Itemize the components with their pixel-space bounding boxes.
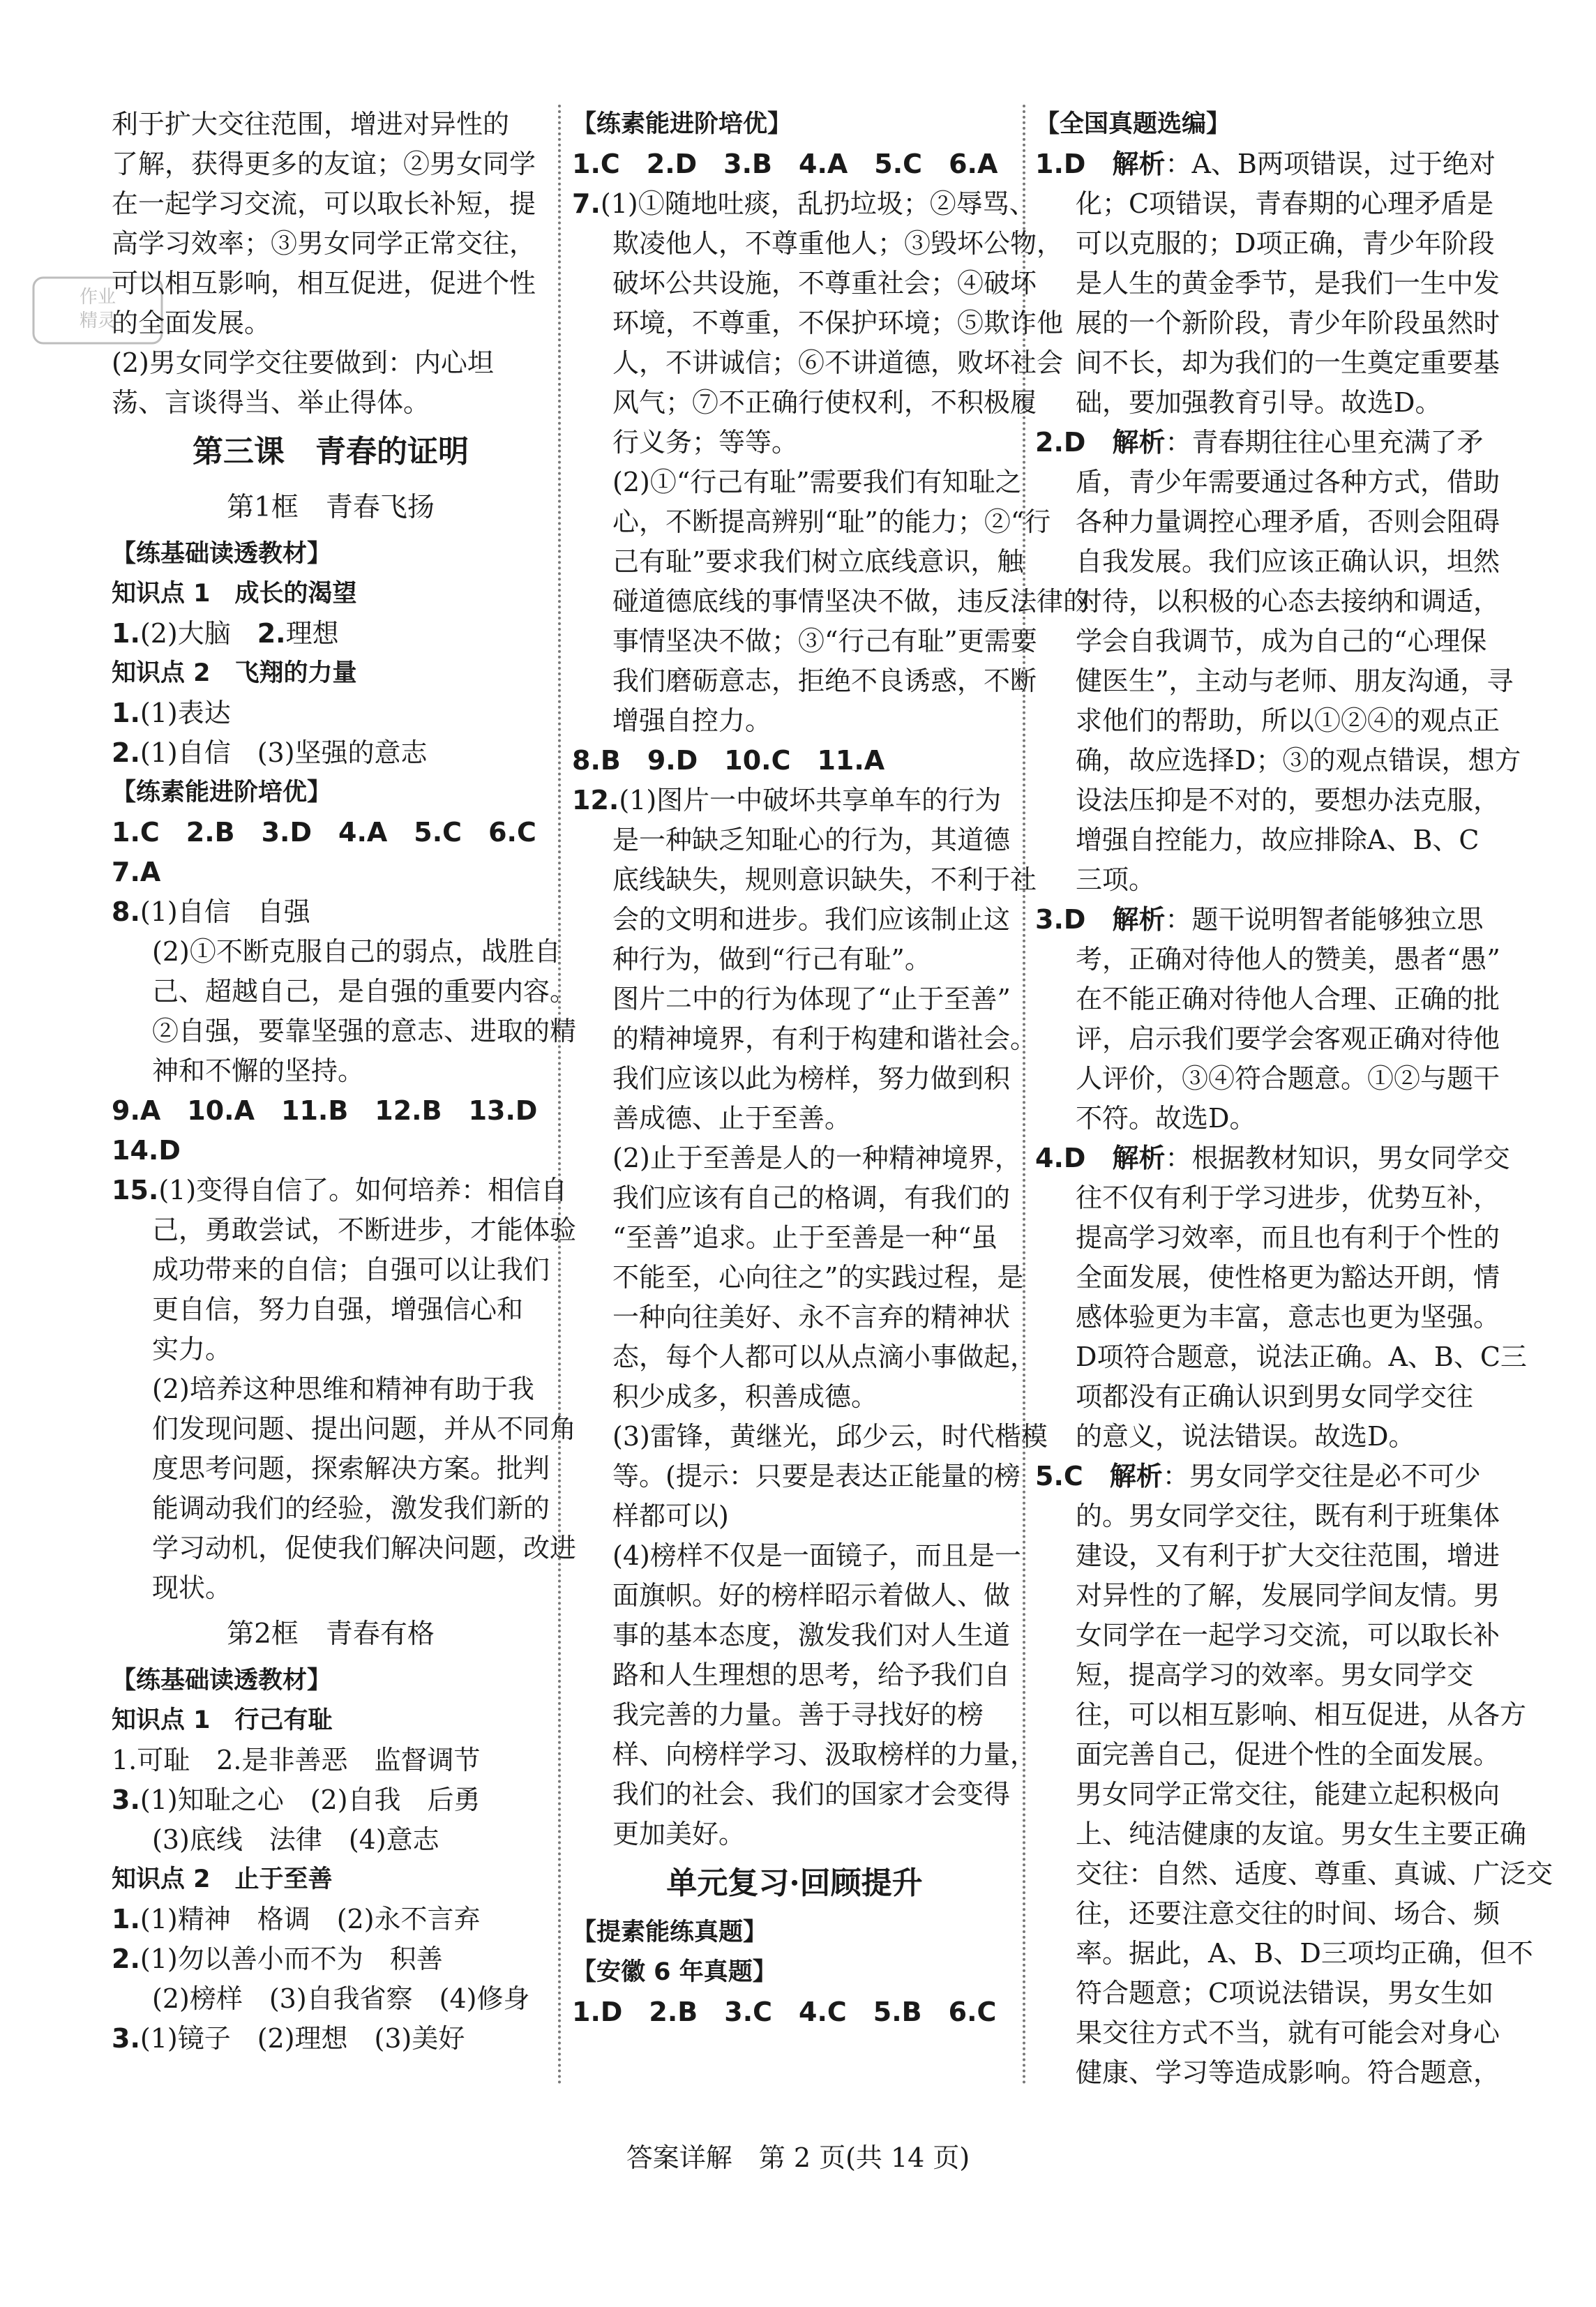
frame-title-1: 第1框 青春飞扬 xyxy=(227,492,435,523)
text-line: 化；C项错误，青春期的心理矛盾是 xyxy=(1076,188,1494,219)
text-line: (2)止于至善是人的一种精神境界， xyxy=(612,1143,1021,1173)
text-line: 心，不断提高辨别“耻”的能力；②“行 xyxy=(612,506,1051,537)
text-line: 建设，又有利于扩大交往范围，增进 xyxy=(1076,1540,1500,1571)
analysis-item: 2.D 解析：青春期往往心里充满了矛 xyxy=(1035,427,1484,458)
text-line: 往，还要注意交往的时间、场合、频 xyxy=(1076,1898,1500,1929)
answer-body xyxy=(112,932,577,1091)
choice-answers: 8.B 9.D 10.C 11.A xyxy=(572,745,885,776)
text-line: 的意义，说法错误。故选D。 xyxy=(1076,1421,1415,1452)
column-divider-left xyxy=(558,105,561,2086)
text-line: 事的基本态度，激发我们对人生道 xyxy=(612,1620,1011,1651)
text-line: 事情坚决不做；③“行己有耻”更需要 xyxy=(612,626,1037,656)
text-line: 的全面发展。 xyxy=(112,308,271,338)
text-line: 往不仅有利于学习进步，优势互补， xyxy=(1076,1182,1500,1213)
text-line: 是一种缺乏知耻心的行为，其道德 xyxy=(612,825,1011,855)
text-line: 率。据此，A、B、D三项均正确，但不 xyxy=(1076,1938,1533,1969)
answer-row: 3.(1)知耻之心 (2)自我 后勇 xyxy=(112,1784,481,1815)
text-line: 己，勇敢尝试，不断进步，才能体验 xyxy=(152,1215,577,1245)
text-line: 评，启示我们要学会客观正确对待他 xyxy=(1076,1023,1500,1054)
text-line: 健医生”，主动与老师、朋友沟通，寻 xyxy=(1076,666,1514,696)
text-line: 增强自控力。 xyxy=(612,705,772,736)
answer-row: 2.(1)自信 (3)坚强的意志 xyxy=(112,737,428,768)
text-line: (2)男女同学交往要做到：内心坦 xyxy=(112,347,494,378)
answer-row: 15.(1)变得自信了。如何培养：相信自 xyxy=(112,1175,568,1205)
text-line: 风气；⑦不正确行使权利，不积极履 xyxy=(612,387,1037,418)
text-line: 女同学在一起学习交流，可以取长补 xyxy=(1076,1620,1500,1651)
text-line: 三项。 xyxy=(1076,864,1156,895)
text-line: 一种向往美好、永不言弃的精神状 xyxy=(612,1302,1011,1332)
analysis-item: 5.C 解析：男女同学交往是必不可少 xyxy=(1035,1461,1481,1491)
section-heading: 【练基础读透教材】 xyxy=(112,540,332,568)
text-line: 等。(提示：只要是表达正能量的榜 xyxy=(612,1461,1021,1491)
text-line: 短，提高学习的效率。男女同学交 xyxy=(1076,1660,1474,1690)
answer-row: 7.(1)①随地吐痰，乱扔垃圾；②辱骂、 xyxy=(572,188,1036,219)
text-line: 神和不懈的坚持。 xyxy=(152,1055,365,1086)
text-line: 度思考问题，探索解决方案。批判 xyxy=(152,1453,550,1484)
answer-row: 3.(1)镜子 (2)理想 (3)美好 xyxy=(112,2023,465,2054)
text-line: 健康、学习等造成影响。符合题意， xyxy=(1076,2057,1500,2088)
text-line: 现状。 xyxy=(152,1572,232,1603)
text-line: 交往：自然、适度、尊重、真诚、广泛交 xyxy=(1076,1858,1553,1889)
text-line: 我们应该以此为榜样，努力做到积 xyxy=(612,1063,1011,1094)
watermark-line-2: 精灵 xyxy=(79,310,116,331)
text-line: 间不长，却为我们的一生奠定重要基 xyxy=(1076,347,1500,378)
knowledge-point: 知识点 1 成长的渴望 xyxy=(112,580,357,608)
text-line: 盾，青少年需要通过各种方式，借助 xyxy=(1076,467,1500,497)
choice-answers: 1.D 2.B 3.C 4.C 5.B 6.C xyxy=(572,1997,997,2027)
text-line: 利于扩大交往范围，增进对异性的 xyxy=(112,109,510,140)
text-line: ②自强，要靠坚强的意志、进取的精 xyxy=(152,1016,577,1046)
text-line: 在一起学习交流，可以取长补短，提 xyxy=(112,188,536,219)
text-line: 往，可以相互影响、相互促进，从各方 xyxy=(1076,1699,1527,1730)
text-line: 了解，获得更多的友谊；②男女同学 xyxy=(112,149,536,179)
answer-row: 8.(1)自信 自强 xyxy=(112,896,310,927)
section-heading: 【提素能练真题】 xyxy=(572,1918,768,1946)
text-line: 感体验更为丰富，意志也更为坚强。 xyxy=(1076,1302,1500,1332)
answer-row: 1.(1)精神 格调 (2)永不言弃 xyxy=(112,1904,481,1934)
text-line: 在不能正确对待他人合理、正确的批 xyxy=(1076,984,1500,1014)
page-footer: 答案详解 第 2 页(共 14 页) xyxy=(626,2142,970,2173)
text-line: 学会自我调节，成为自己的“心理保 xyxy=(1076,626,1487,656)
text-line: 实力。 xyxy=(152,1334,232,1365)
answer-body xyxy=(572,820,1048,1854)
text-line: 碰道德底线的事情坚决不做，违反法律的 xyxy=(612,586,1090,617)
text-line: 欺凌他人，不尊重他人；③毁坏公物， xyxy=(612,228,1064,259)
text-line: 提高学习效率，而且也有利于个性的 xyxy=(1076,1222,1500,1253)
text-line: 能调动我们的经验，激发我们新的 xyxy=(152,1493,550,1524)
choice-answers: 1.C 2.B 3.D 4.A 5.C 6.C xyxy=(112,817,536,848)
text-line: 增强自控能力，故应排除A、B、C xyxy=(1076,825,1480,855)
text-line: 我们磨砺意志，拒绝不良诱惑，不断 xyxy=(612,666,1037,696)
text-line: 展的一个新阶段，青少年阶段虽然时 xyxy=(1076,308,1500,338)
section-heading: 【练素能进阶培优】 xyxy=(572,110,792,138)
text-line: 的。男女同学交往，既有利于班集体 xyxy=(1076,1501,1500,1531)
text-line: 学习动机，促使我们解决问题，改进 xyxy=(152,1533,577,1563)
answer-continuation xyxy=(112,105,550,423)
text-line: 上、纯洁健康的友谊。男女生主要正确 xyxy=(1076,1819,1527,1849)
analysis-item: 3.D 解析：题干说明智者能够独立思 xyxy=(1035,904,1484,935)
text-line: (3)雷锋，黄继光，邱少云，时代楷模 xyxy=(612,1421,1048,1452)
section-heading: 【全国真题选编】 xyxy=(1035,110,1231,138)
text-line: 更自信，努力自强，增强信心和 xyxy=(152,1294,524,1325)
text-line: 破坏公共设施，不尊重社会；④破坏 xyxy=(612,268,1037,299)
text-line: 男女同学正常交往，能建立起积极向 xyxy=(1076,1779,1500,1810)
lesson-title: 第三课 青春的证明 xyxy=(193,434,469,469)
text-line: (2)培养这种思维和精神有助于我 xyxy=(152,1374,534,1404)
answer-row: 1.可耻 2.是非善恶 监督调节 xyxy=(112,1745,481,1775)
text-line: 更加美好。 xyxy=(612,1819,746,1849)
section-heading: 【练基础读透教材】 xyxy=(112,1667,332,1694)
text-line: 面旗帜。好的榜样昭示着做人、做 xyxy=(612,1580,1011,1611)
text-line: 果交往方式不当，就有可能会对身心 xyxy=(1076,2017,1500,2048)
text-line: 善成德、止于至善。 xyxy=(612,1103,852,1134)
unit-review-title: 单元复习·回顾提升 xyxy=(666,1865,923,1901)
text-line: D项符合题意，说法正确。A、B、C三 xyxy=(1076,1342,1527,1372)
section-heading: 【安徽 6 年真题】 xyxy=(572,1958,777,1986)
analysis-item: 1.D 解析：A、B两项错误，过于绝对 xyxy=(1035,149,1496,179)
answer-row: 12.(1)图片一中破坏共享单车的行为 xyxy=(572,785,1002,816)
knowledge-point: 知识点 1 行己有耻 xyxy=(112,1706,333,1734)
section-heading: 【练素能进阶培优】 xyxy=(112,779,332,806)
column-3 xyxy=(1035,105,1553,2093)
text-line: 们发现问题、提出问题，并从不同角 xyxy=(152,1413,577,1444)
text-line: 积少成多，积善成德。 xyxy=(612,1381,878,1412)
text-line: 底线缺失，规则意识缺失，不利于社 xyxy=(612,864,1037,895)
text-line: 种行为，做到“行己有耻”。 xyxy=(612,944,931,975)
text-line: 可以相互影响，相互促进，促进个性 xyxy=(112,268,536,299)
analysis-item: 4.D 解析：根据教材知识，男女同学交 xyxy=(1035,1143,1510,1173)
column-1 xyxy=(112,105,577,2059)
choice-answers: 7.A xyxy=(112,857,161,887)
text-line: 成功带来的自信；自强可以让我们 xyxy=(152,1254,550,1285)
text-line: 我们应该有自己的格调，有我们的 xyxy=(612,1182,1011,1213)
answer-row: (2)榜样 (3)自我省察 (4)修身 xyxy=(152,1983,530,2014)
text-line: 高学习效率；③男女同学正常交往， xyxy=(112,228,536,259)
text-line: 符合题意；C项说法错误，男女生如 xyxy=(1076,1978,1494,2008)
text-line: 设法压抑是不对的，要想办法克服， xyxy=(1076,785,1500,816)
text-line: 自我发展。我们应该正确认识，坦然 xyxy=(1076,546,1500,577)
answer-body xyxy=(572,224,1090,741)
text-line: 路和人生理想的思考，给予我们自 xyxy=(612,1660,1011,1690)
text-line: 人，不讲诚信；⑥不讲道德，败坏社会 xyxy=(612,347,1064,378)
text-line: 行义务；等等。 xyxy=(612,427,799,458)
answer-row: (3)底线 法律 (4)意志 xyxy=(152,1824,439,1855)
frame-title-2: 第2框 青春有格 xyxy=(227,1618,435,1650)
text-line: 是人生的黄金季节，是我们一生中发 xyxy=(1076,268,1500,299)
text-line: 求他们的帮助，所以①②④的观点正 xyxy=(1076,705,1500,736)
text-line: 不能至，心向往之”的实践过程，是 xyxy=(612,1262,1024,1293)
text-line: 各种力量调控心理矛盾，否则会阻碍 xyxy=(1076,506,1500,537)
text-line: 荡、言谈得当、举止得体。 xyxy=(112,387,430,418)
text-line: “至善”追求。止于至善是一种“虽 xyxy=(612,1222,998,1253)
choice-answers: 9.A 10.A 11.B 12.B 13.D xyxy=(112,1095,538,1126)
watermark-line-1: 作业 xyxy=(79,287,116,308)
text-line: 可以克服的；D项正确，青少年阶段 xyxy=(1076,228,1495,259)
text-line: 图片二中的行为体现了“止于至善” xyxy=(612,984,1011,1014)
text-line: 己、超越自己，是自强的重要内容。 xyxy=(152,976,577,1007)
answer-body xyxy=(112,1210,577,1608)
text-line: 对异性的了解，发展同学间友情。男 xyxy=(1076,1580,1500,1611)
text-line: 对待，以积极的心态去接纳和调适， xyxy=(1076,586,1500,617)
text-line: 面完善自己，促进个性的全面发展。 xyxy=(1076,1739,1500,1770)
choice-answers: 14.D xyxy=(112,1135,181,1166)
choice-answers: 1.C 2.D 3.B 4.A 5.C 6.A xyxy=(572,149,998,179)
text-line: 我完善的力量。善于寻找好的榜 xyxy=(612,1699,984,1730)
text-line: (4)榜样不仅是一面镜子，而且是一 xyxy=(612,1540,1021,1571)
text-line: 己有耻”要求我们树立底线意识，触 xyxy=(612,546,1024,577)
text-line: 的精神境界，有利于构建和谐社会。 xyxy=(612,1023,1037,1054)
text-line: 人评价，③④符合题意。①②与题干 xyxy=(1076,1063,1500,1094)
text-line: 我们的社会、我们的国家才会变得 xyxy=(612,1779,1011,1810)
answer-row: 1.(2)大脑 2.理想 xyxy=(112,618,339,649)
text-line: 全面发展，使性格更为豁达开朗，情 xyxy=(1076,1262,1500,1293)
text-line: 样、向榜样学习、汲取榜样的力量， xyxy=(612,1739,1037,1770)
text-line: 样都可以) xyxy=(612,1501,729,1531)
text-line: 环境，不尊重，不保护环境；⑤欺诈他 xyxy=(612,308,1064,338)
column-2 xyxy=(572,105,1090,2032)
analysis-list xyxy=(1035,144,1553,2093)
text-line: 态，每个人都可以从点滴小事做起， xyxy=(612,1342,1037,1372)
knowledge-point: 知识点 2 飞翔的力量 xyxy=(112,659,357,687)
text-line: 会的文明和进步。我们应该制止这 xyxy=(612,904,1011,935)
answer-row: 1.(1)表达 xyxy=(112,698,231,728)
text-line: 不符。故选D。 xyxy=(1076,1103,1256,1134)
text-line: (2)①不断克服自己的弱点，战胜自 xyxy=(152,936,561,967)
text-line: 项都没有正确认识到男女同学交往 xyxy=(1076,1381,1474,1412)
text-line: 础，要加强教育引导。故选D。 xyxy=(1076,387,1442,418)
text-line: 考，正确对待他人的赞美，愚者“愚” xyxy=(1076,944,1500,975)
text-line: (2)①“行己有耻”需要我们有知耻之 xyxy=(612,467,1022,497)
knowledge-point: 知识点 2 止于至善 xyxy=(112,1865,333,1893)
text-line: 确，故应选择D；③的观点错误，想方 xyxy=(1076,745,1521,776)
answer-row: 2.(1)勿以善小而不为 积善 xyxy=(112,1944,443,1974)
